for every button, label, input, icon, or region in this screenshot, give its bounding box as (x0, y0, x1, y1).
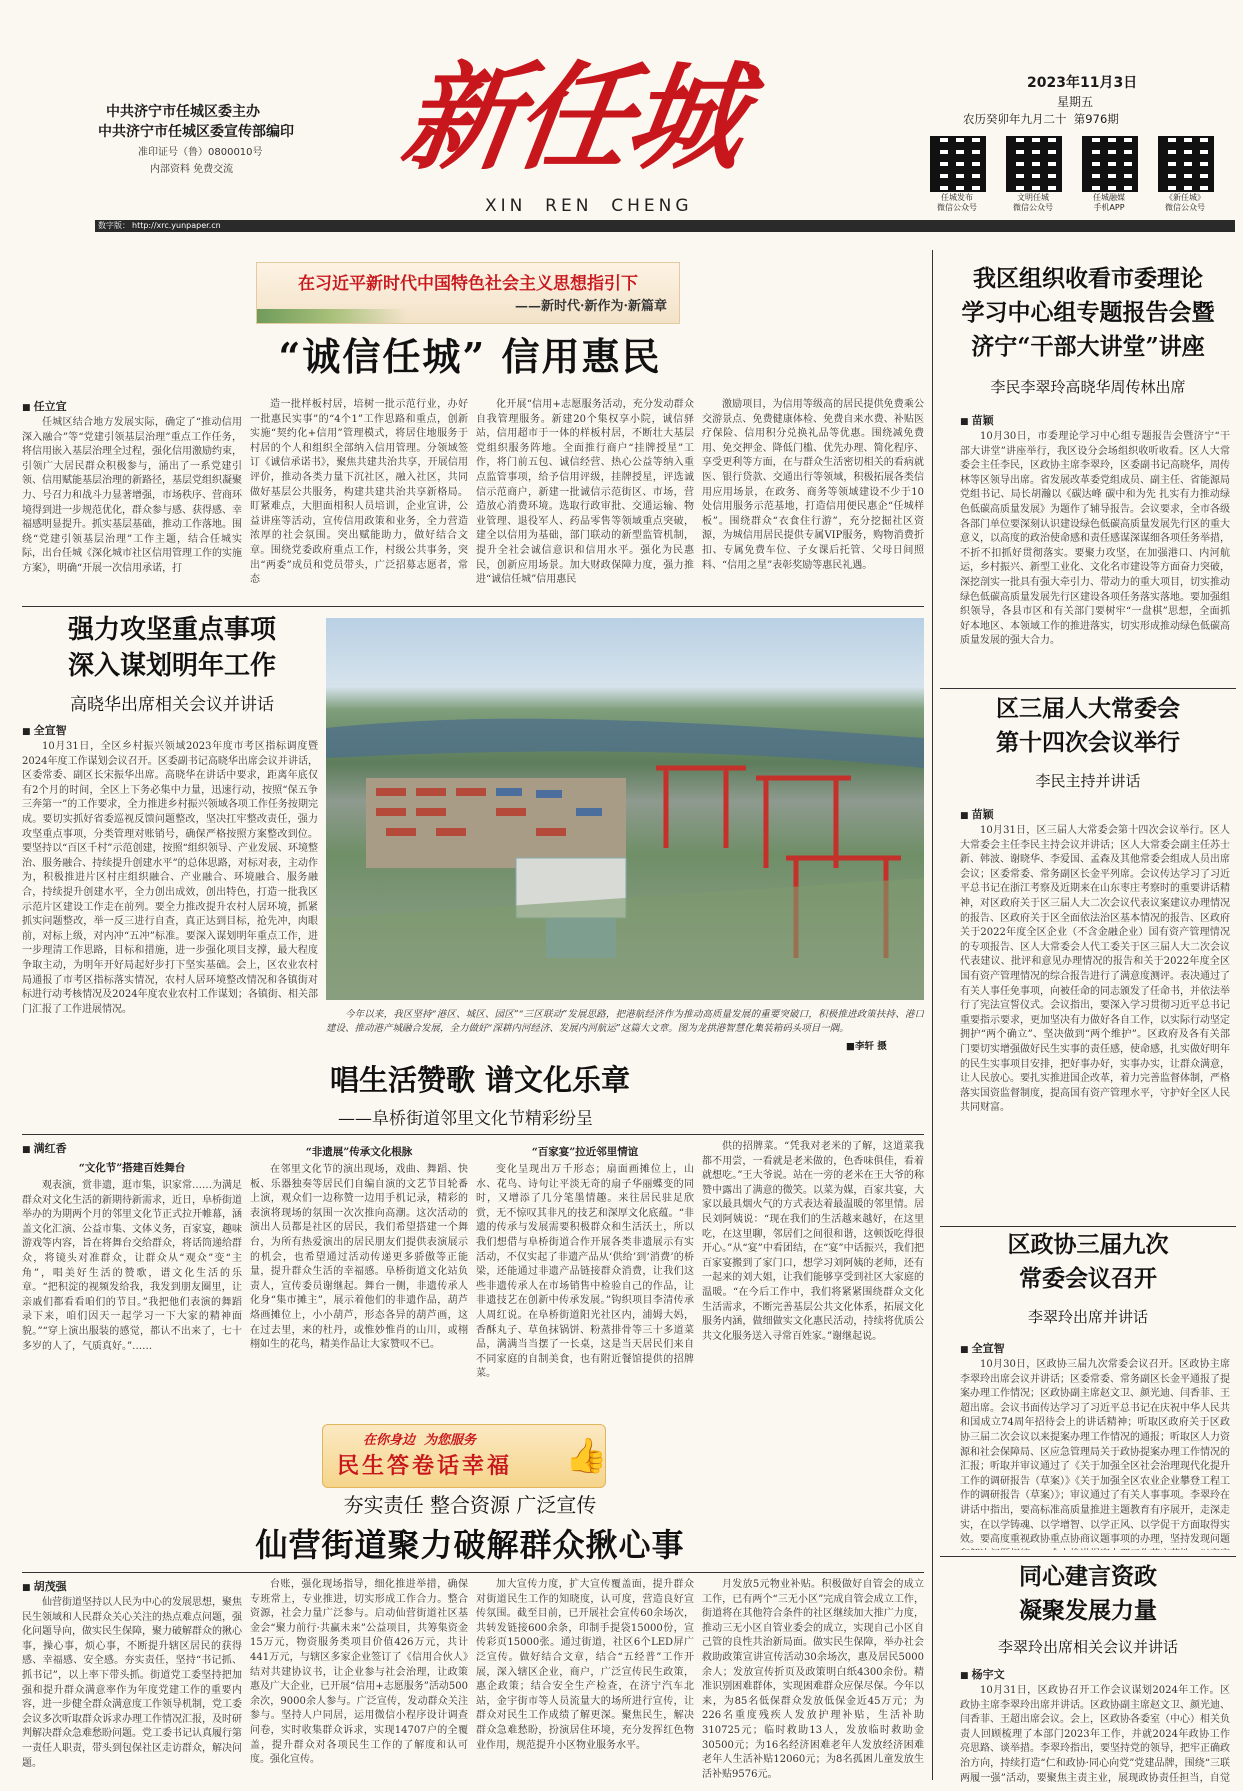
bottom-col-3 (476, 1578, 694, 1784)
culture-col-1 (22, 1140, 242, 1414)
right-a2-title-1: 区三届人大常委会 (996, 695, 1180, 722)
culture-subhead: “非遗展”传承文化根脉 (305, 1146, 413, 1158)
lead-title: “诚信任城” 信用惠民 (278, 334, 662, 379)
newspaper-title: 新任城 (394, 50, 750, 186)
culture-col-2 (250, 1140, 468, 1414)
qr-caption: 任城融媒 手机APP (1093, 193, 1125, 212)
culture-subhead: “文化节”搭建百姓舞台 (78, 1162, 186, 1174)
banner-top-main: 在习近平新时代中国特色社会主义思想指引下 (298, 274, 638, 294)
left-subtitle: 高晓华出席相关会议并讲话 (70, 695, 274, 715)
bottom-kicker: 夯实责任 整合资源 广泛宣传 (343, 1493, 597, 1517)
qr-code-icon[interactable] (1006, 136, 1062, 192)
port-photo (326, 618, 924, 1000)
right-a1-text: 10月30日，市委理论学习中心组专题报告会暨济宁“干部大讲堂”讲座举行，我区设分会场组织收听收看。区人大常委会主任李民，区政协主席李翠玲，区委副书记高晓华，周传林等区领导出席。省发展改革委党组成员、副主任、省能源局党组书记、局长胡瀚以《碳达峰 碳中和为先 扎实有力推动绿色低碳高质量发展》为题作了辅导报告。会议要求，全市各级各部门单位要深刻认识建设绿色低碳高质量发展先行区的重大意义，以高度的政治使命感和责任感谋深谋细各项任务举措，不折不扣抓好贯彻落实。要聚力攻坚，在加强港口、内河航运，乡村振兴、新型工业化、文化名市建设等方面奋力突破，深挖剖实一批具有强大牵引力、带动力的重大项目，切实推动绿色低碳高质量发展先行区建设各项任务落实落地。要加强组织领导，各县市区和有关部门要树牢“一盘棋”思想，全面抓好本地区、本领域工作的推进落实，切实形成推动绿色低碳高质量发展的强大合力。 (960, 431, 1230, 647)
masthead-bar (95, 220, 1235, 232)
banner-mid (322, 1424, 606, 1488)
bottom-col-4 (702, 1578, 924, 1784)
website-label: 数字版： (98, 221, 130, 230)
bottom-text: 台账，强化现场指导，细化推进举措，确保专班常上，专业推进，切实形成工作合力。整合资源，社会力量广泛参与。启动仙营街道社区基金会“聚力前行·共赢未来”公益项目，共筹集资金15万元，物资服务类项目价值426万元，共计441万元，与辖区多家企业签订了《信用合伙人》结对共建协议书，让企业参与社会治理，让政策惠及广大企业，已开展“信用+志愿服务”活动500余次，9000余人参与。广泛宣传，发动群众关注参与。坚持人户同居，运用微信小程序设计调查问卷，实时收集群众诉求，实现14707户的全覆盖，提升群众对各项民生工作的了解度和认可度。强化宣传。 (250, 1579, 468, 1766)
lunar-date: 农历癸卯年九月二十 第976期 (963, 112, 1119, 126)
culture-text: 变化呈现出万千形态；扇面画摊位上，山水、花鸟、诗句让平淡无奇的扇子华丽蝶变的同时，又增添了几分笔墨情趣。来往居民驻足欣赏，无不惊叹其非凡的技艺和深厚文化底蕴。“非遗的传承与发展需要积极群众和生活沃土，所以我们想借与阜桥街道合作开展各类非遗展示有实活动，不仅实起了非遗产品从‘供给’到‘消费’的桥梁，还能通过非遗产品链接群众消费，让我们这些非遗传承人在市场销售中检验自己的作品，让非遗技艺在创新中传承发展。”钩织项目李清传承人周红说。在阜桥街道阳光社区内，浦姆大妈，香酥丸子、草鱼抹锅饼、粉蒸排骨等三十多道菜品，满满当当摆了一长桌，这是当天居民们来自不同家庭的自制美食，也有附近餐馆提供的招牌菜。 (476, 1164, 694, 1380)
right-a4-title-1: 同心建言资政 (1019, 1563, 1157, 1590)
right-a3-byline: ■ 全宣智 (960, 1340, 1230, 1356)
right-a1-title-3: 济宁“干部大讲堂”讲座 (971, 333, 1205, 360)
photo-caption-text: 今年以来，我区坚持“港区、城区、园区”“三区联动”发展思路，把港航经济作为推动高质量发展的重要突破口，积极推进政策扶持、港口建设、推动港产城融合发展，全力做好“深耕内河经济、发展内河航运”这篇大文章。图为龙拱港智慧化集装箱码头项目一隅。 (326, 1009, 924, 1034)
lead-text: 激励项目，为信用等级高的居民提供免费乘公交游景点、免费健康体检、免费自来水费、补贴医疗保险、信用积分兑换礼品等优惠。围绕减免费用、免交押金、降低门槛、优先办理、简化程序、享受更利等方面，在与群众生活密切相关的看病就医、银行贷款、交通出行等领域，积极拓展各类信用应用场景，在政务、商务等领域建设不少于10处信用服务示范基地，打造信用便民惠企“任城样板”。围绕群众“衣食住行游”，充分挖掘社区资源，为城信用居民提供专属VIP服务，购物消费折扣、专属免费车位、子女课后托管、父母日间照料、“信用之星”表彰奖励等惠民礼遇。 (702, 399, 924, 571)
banner-mid-top: 在你身边 为您服务 (363, 1433, 477, 1448)
lead-col-2 (250, 398, 468, 598)
culture-title: 唱生活赞歌 谱文化乐章 (329, 1063, 631, 1097)
title-pinyin: XIN REN CHENG (485, 196, 693, 216)
bottom-col-1 (22, 1578, 242, 1784)
sponsor-line: 中共济宁市任城区委主办 (106, 104, 260, 120)
culture-subhead: “百家宴”拉近邻里情谊 (531, 1146, 639, 1158)
right-a3-title-1: 区政协三届九次 (1007, 1231, 1169, 1258)
divider (940, 1556, 1236, 1557)
photo-credit: ■李轩 摄 (846, 1041, 887, 1052)
bottom-text: 加大宣传力度，扩大宣传覆盖面，提升群众对街道民生工作的知晓度，认可度，营造良好宣传氛围。截至目前，已开展社会宣传60余场次，共转发链接600余条，印制手提袋15000份，宣传彩页15000张。通过街道，社区6个LED屏广泛宣传。做好结合文章，结合“五经普”工作开展，深入辖区企业，商户，广泛宣传民生政策，惠企政策；结合安全生产检查，在济宁汽车北站，金宇街市等人员流量大的场所进行宣传，让群众对民生工作成绩了解更深。聚焦民生，解决群众急难愁盼，扮演居住环境，充分发挥红色物业作用，规范提升小区物业服务水平。 (476, 1579, 694, 1751)
culture-text: 观表演，赏非遗，逛市集，识家常……为满足群众对文化生活的新期待新需求，近日，阜桥街道举办的为期两个月的邻里文化节正式拉开帷幕，涵盖文化汇演、公益市集、文体义务，百家宴，趣味游戏等内容，旨在将舞台交给群众，将话筒递给群众，将镜头对准群众，让群众从“观众”变“主角”，唱美好生活的赞歌，谱文化生活的乐章。“把积淀的视频发给我，我发到朋友圈里，让亲戚们都看看咱们的节目。”我把他们表演的舞蹈录下来，咱们因天一起学习一下大家的精神面貌。”“穿上演出服装的感觉，都认不出来了，七十多岁的人了，气质真好。”…… (22, 1180, 242, 1352)
right-a3-subtitle: 李翠玲出席并讲话 (1027, 1308, 1148, 1326)
qr-code-icon[interactable] (1082, 136, 1138, 192)
right-a4-title-2: 凝聚发展力量 (1019, 1597, 1157, 1624)
editor-line: 中共济宁市任城区委宣传部编印 (98, 124, 294, 140)
bottom-title: 仙营街道聚力破解群众揪心事 (255, 1526, 685, 1564)
right-a1-body (960, 412, 1230, 682)
qr-caption: 文明任城 微信公众号 (1013, 193, 1053, 212)
bottom-col-2 (250, 1578, 468, 1784)
banner-top-sub: ——新时代·新作为·新篇章 (514, 299, 667, 314)
column-divider (932, 250, 933, 1780)
lead-text: 造一批样板村居，培树一批示范行业，办好一批惠民实事”的“4个1”工作思路和重点，创新实施“契约化+信用”管理模式，将居住地服务于村居的个人和组织全部纳入信用管理。分领域签订《诚信承诺书》，聚焦共建共治共享，开展信用评价，推动各类力量下沉社区，融入社区，共同做好基层公共服务，构建共建共治共享新格局。盯紧难点，大胆面相积人员培训，企业宣讲，公益讲座等活动，宣传信用政策和业务，全力营造浓厚的社会氛围。突出赋能助力，做好结合文章。围绕党委政府重点工作，村级公共事务，突出“两委”成员和党员带头，广泛招募志愿者，常态 (250, 399, 468, 586)
right-a2-subtitle: 李民主持并讲话 (1035, 772, 1141, 790)
right-a4-subtitle: 李翠玲出席相关会议并讲话 (997, 1638, 1178, 1656)
divider (940, 1226, 1236, 1227)
right-a3-body (960, 1340, 1230, 1550)
banner-mid-main: 民生答卷话幸福 (337, 1453, 513, 1479)
bottom-text: 月发放5元物业补贴。积极做好自管会的成立工作，已有两个“三无小区”完成自管会成立工作，街道将在其他符合条件的社区继续加大推广力度，推动三无小区自管业委会的成立，实现自己小区自己管的良性共治新局面。做实民生保障，举办社会救助政策宣讲宣传活动30余场次，惠及居民5000余人；发放宣传折页及政策明白纸4300余份。精准识别困难群体，实现困难群众应保尽保。今年以来，为85名低保群众发放低保金近45万元；为226名重度残疾人发放护理补贴，生活补助310725元；临时救助13人，发放临时救助金30500元；为16名经济困难老年人发放经济困难老年人生活补贴12060元；为8名孤困儿童发放生活补贴9576元。 (702, 1579, 924, 1780)
right-a4-body (960, 1666, 1230, 1784)
lead-byline: ■ 任立宜 (22, 398, 242, 414)
qr-caption: 任城发布 微信公众号 (937, 193, 977, 212)
right-a2-body (960, 806, 1230, 1220)
lead-text: 任城区结合地方发展实际，确定了“推动信用深入融合”等“党建引领基层治理”重点工作任务，将信用嵌入基层治理全过程，强化信用激励约束，引领广大居民群众积极参与，涌出了一系党建引领、信用赋能基层治理的新路径，基层党组织凝聚力、号召力和战斗力显著增强，市场秩序、营商环境得到进一步规范优化，群众参与感、获得感、幸福感明显提升。抓实基层基础，推动工作落地。围绕“党建引领基层治理”工作主题，结合任城实际，出台任城《深化城市社区信用管理工作的实施方案》，明确“开展一次信用承诺，打 (22, 417, 242, 574)
culture-col-4 (702, 1140, 924, 1414)
website-link[interactable]: http://xrc.yunpaper.cn (132, 221, 221, 230)
qr-code-icon[interactable] (930, 136, 986, 192)
culture-byline: ■ 满红香 (22, 1140, 242, 1156)
qr-code-icon[interactable] (1158, 136, 1214, 192)
right-a1-byline: ■ 苗颖 (960, 412, 1230, 428)
banner-scenery (257, 309, 407, 323)
right-a2-text: 10月31日，区三届人大常委会第十四次会议举行。区人大常委会主任李民主持会议并讲话；区人大常委会副主任苏士新、韩波、谢晓华、李爱国、孟森及其他常委会组成人员出席会议；区委常委、常务副区长金平列席。会议传达学习了习近平总书记在浙江考察及近期来在山东枣庄考察时的重要讲话精神，对区政府关于区三届人大二次会议代表议案建议办理情况的报告、区政府关于区全面依法治区基本情况的报告、区政府关于2022年度全区企业（不含金融企业）国有资产管理情况的专项报告、区人大常委会人代工委关于区三届人大二次会议代表建议、批评和意见办理情况的报告和关于2022年度全区国有资产管理情况的综合报告进行了满意度测评。表决通过了有关人事任免事项，向被任命的同志颁发了任命书，并依法举行了宪法宣誓仪式。会议指出，要深入学习贯彻习近平总书记重要指示要求，更加坚决有力做好各自工作，以实际行动坚定拥护“两个确立”、坚决做到“两个维护”。区政府及各有关部门要切实增强做好民生实事的责任感，使命感，扎实做好明年的民生实事项目安排，把好事办好，实事办实，让群众满意，让人民放心。要扎实推进国企改革，着力完善监督体制，严格落实国资监督制度，提高国有资产管理水平，守护好全区人民共同财富。 (960, 825, 1230, 1114)
qr-caption: 《新任城》 微信公众号 (1165, 193, 1205, 212)
left-title-1: 强力攻坚重点事项 (67, 615, 276, 645)
right-a3-title-2: 常委会议召开 (1019, 1265, 1157, 1292)
culture-col-3 (476, 1140, 694, 1414)
lead-col-3 (476, 398, 694, 598)
right-a4-byline: ■ 杨宇文 (960, 1666, 1230, 1682)
culture-text: 在邻里文化节的演出现场，戏曲、舞蹈、快板、乐器独奏等居民们自编自演的文艺节目轮番上演，观众们一边称赞一边用手机记录，精彩的表演将现场的氛围一次次推向高潮。这次活动的演出人员都是社区的居民，我们希望搭建一个舞台，为所有热爱演出的居民朋友们提供表演展示的机会，也希望通过活动传递更多骄傲等正能量，提升群众生活的幸福感。阜桥街道文化站负责人，宣传委员谢继起。舞台一侧，非遗传承人化身“集市摊主”，展示着他们的非遗作品，葫芦烙画摊位上，小小葫芦，形态各异的葫芦画，这在过去里，来的杜丹，或惟妙惟肖的山川，或栩栩如生的花鸟，精美作品让大家赞叹不已。 (250, 1164, 468, 1351)
lead-col-4 (702, 398, 924, 598)
left-byline: ■ 全宣智 (22, 722, 318, 738)
lead-text: 化开展“信用+志愿服务活动，充分发动群众自我管理服务。新建20个集权享小院，诚信驿站，信用超市于一体的样板村居，不断壮大基层党组织服务阵地。全面推行商户“挂牌授星”工作，将门前五包、诚信经营、热心公益等纳入重点监管事项，给予信用评级，挂牌授星，评选诚信示范商户，新建一批诚信示范街区、市场，营造放心消费环境。选取行政审批、交通运输、物业管理、退役军人、药品零售等领域重点突破，建全以信用为基础，部门联动的新型监管机制，提升全社会诚信意识和信用水平。强化为民惠民，创新应用场景。加大财政保障力度，强力推进“诚信任城”信用惠民 (476, 399, 694, 586)
divider (22, 1572, 924, 1573)
right-a4-text: 10月31日，区政协召开工作会议谋划2024年工作。区政协主席李翠玲出席并讲话。区政协副主席赵文卫、颜光迪、闫香菲、王超出席会议。会上，区政协各委室（中心）相关负责人回顾梳理了本部门2023年工作，并就2024年政协工作亮思路、谈举措。李翠玲指出，要坚持党的领导，把牢正确政治方向，持续打造“仁和政协·同心向党”党建品牌，围绕“三联两履一强”活动，要聚焦主责主业，展现政协责任担当，自觉 (960, 1685, 1230, 1784)
port-illustration (326, 618, 924, 1000)
left-text: 10月31日，全区乡村振兴领域2023年度市考区指标调度暨2024年度工作谋划会议召开。区委副书记高晓华出席会议并讲话，区委常委、副区长宋振华出席。高晓华在讲话中要求，距离年底仅有2个月的时间，全区上下务必集中力量，迅速行动，按照“保五争三奔第一”的工作要求，全力推进乡村振兴领域各项工作任务按期完成。要切实抓好省委巡视反馈问题整改，坚决扛牢整改责任，强力攻坚重点事项，分类管理对账销号，确保严格按照方案整改到位。要坚持以“百区千村”示范创建，按照“组织领导、产业发展、环境整治、服务融合、持续提升创建水平”的总体思路，对标对表，主动作为，积极推进片区村庄组织融合、产业融合、环境融合、服务融合，持续提升创建水平，全力创出成效，创出特色，打造一批我区示范片区建设工作走在前列。要全力推改提升农村人居环境，抓紧抓实问题整改，举一反三进行自查，真正达到目标，抢先冲，肉眼前，对标上级，对内冲“五冲”标准。要深入谋划明年重点工作，进一步理清工作思路，目标和措施，进一步强化项目支撑，最大程度争取主动，为明年开好局起好步打下坚实基础。会上，区农业农村局通报了市考区指标落实情况，农村人居环境整改情况和各镇街对标进行动考核情况及2024年度农业农村工作谋划；各镇街、相关部门汇报了工作进展情况。 (22, 741, 318, 1015)
permit-line: 准印证号（鲁）0800010号 (138, 147, 263, 158)
culture-text: 供的招牌菜。“凭我对老米的了解，这道菜我都不用尝，一看就是老米做的，色香味俱佳，看着就想吃。”王大爷说。站在一旁的老米在王大爷的称赞中露出了满意的微笑。以菜为媒，百家共宴，大家以最具烟火气的方式表达着最温暖的邻里情。居民刘阿姨说：“现在我们的生活越来越好，在这里吃，在这里聊，邻居们之间很和谐，这顿饭吃得很开心。”从“宴”中看团结，在“宴”中话振兴，我们把百家宴搬到了家门口，想学习刘阿姨的老师，还有一起来的刘大姐，让我们能够享受到社区大家庭的温暖。“在今后工作中，我们将紧紧围绕群众文化生活需求，不断完善基层公共文化体系，拓展文化服务内涵，做细做实文化惠民活动，持续将优质公共文化服务送入寻常百姓家。”谢继起说。 (702, 1141, 924, 1342)
culture-subtitle: ——阜桥街道邻里文化节精彩纷呈 (338, 1109, 593, 1129)
right-a2-title-2: 第十四次会议举行 (996, 729, 1180, 756)
photo-caption (326, 1008, 924, 1052)
bottom-text: 仙营街道坚持以人民为中心的发展思想，聚焦民生领域和人民群众关心关注的热点难点问题，强化问题导向，做实民生保障，聚力破解群众的揪心事，操心事，烦心事，不断提升辖区居民的获得感、幸福感、安全感。夯实责任，坚持“书记抓、抓书记”，以上率下带头抓。街道党工委坚持把加强和提升群众满意率作为年度党建工作的重要内容，进一步健全群众满意度工作领导机制，党工委会议多次听取群众诉求办理工作情况汇报，及时研判解决群众急难愁盼问题。党工委书记认真履行第一责任人职责，带头到包保社区走访群众，解决问题。 (22, 1597, 242, 1769)
issue-date: 2023年11月3日 (1027, 75, 1138, 91)
divider (22, 606, 924, 607)
right-a2-byline: ■ 苗颖 (960, 806, 1230, 822)
divider (940, 688, 1236, 689)
bottom-byline: ■ 胡茂强 (22, 1578, 242, 1594)
lead-col-1 (22, 398, 242, 598)
internal-line: 内部资料 免费交流 (150, 164, 234, 175)
banner-top (256, 262, 680, 324)
right-a3-text: 10月30日，区政协三届九次常委会议召开。区政协主席李翠玲出席会议并讲话；区委常委、常务副区长金平通报了提案办理工作情况；区政协副主席赵文卫、颜光迪、闫香菲、王超出席。会议书面传达学习了习近平总书记在庆祝中华人民共和国成立74周年招待会上的讲话精神；听取区政府关于区政协三届二次会议以来提案办理工作情况的通报；听取区人力资源和社会保障局、区应急管理局关于政协提案办理工作情况的汇报；听取并审议通过了《关于加强全区社会治理现代化提升工作的调研报告（草案）》《关于加强全区农业企业攀登工程工作的调研报告（草案）》；审议通过了有关人事事项。李翠玲在讲话中指出，要高标准高质量推进主题教育有序展开，走深走实，在以学铸魂、以学增智、以学正风、以学促干方面取得实效。要高度重视政协重点协商议题事项的办理，坚持发现问题 (960, 1359, 1230, 1546)
thumbs-up-icon: 👍 (565, 1436, 608, 1476)
right-a1-title-2: 学习中心组专题报告会暨 (961, 299, 1215, 326)
right-a1-title-1: 我区组织收看市委理论 (973, 265, 1203, 292)
right-a1-subtitle: 李民李翠玲高晓华周传林出席 (990, 378, 1186, 396)
left-title-2: 深入谋划明年工作 (67, 651, 276, 681)
divider (22, 1134, 924, 1135)
issue-weekday: 星期五 (1057, 95, 1094, 109)
